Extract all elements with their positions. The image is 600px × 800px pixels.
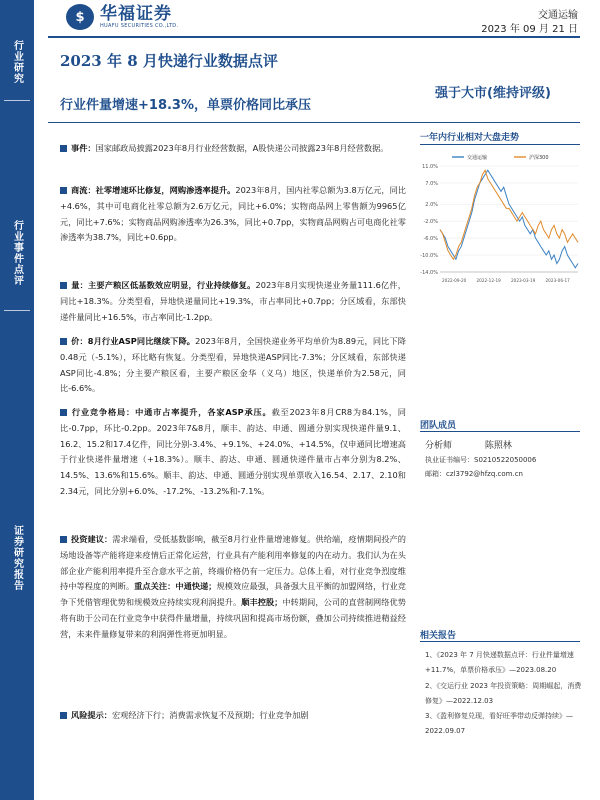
logo-mark-icon: $ xyxy=(66,4,94,30)
subtitle-rule xyxy=(48,122,580,123)
legend-label: 沪深300 xyxy=(529,155,549,161)
paragraph-label: 价：8月行业ASP同比继续下降。 xyxy=(71,336,196,346)
sidebar-label: 行业研究 xyxy=(11,40,23,84)
paragraph-text: 国家邮政局披露2023年8月行业经营数据，A股快递公司披露23年8月经营数据。 xyxy=(95,143,389,153)
analyst-license: 执业证书编号：S0210522050006 xyxy=(425,456,537,464)
chart-title: 一年内行业相对大盘走势 xyxy=(420,133,520,143)
logo-en: HUAFU SECURITIES CO.,LTD. xyxy=(100,22,179,29)
y-tick-label: 2.0% xyxy=(425,202,438,209)
analyst-row xyxy=(425,438,512,451)
paragraph-investment xyxy=(60,532,406,643)
paragraph-keyword: 重点关注：中通快递； xyxy=(134,581,217,592)
y-tick-label: 7.0% xyxy=(425,180,438,187)
bullet-icon xyxy=(60,712,67,719)
analyst-name: 陈照林 xyxy=(484,441,512,451)
paragraph-keyword: 顺丰控股； xyxy=(241,597,283,608)
paragraph-text: 2023年8月实现快递业务量111.6亿件，同比+18.3%。分类型看，异地快递量同比+19.3%，市占率同比+0.7pp；分区域看，东部快递件量同比+16.5%，市占率同比-1.2pp。 xyxy=(60,280,406,322)
paragraph-event xyxy=(60,141,406,157)
report-date: 2023 年 09 月 21 日 xyxy=(481,24,578,35)
chart-svg xyxy=(418,150,582,286)
header-rule xyxy=(48,36,580,38)
paragraph-label: 行业竞争格局：中通市占率提升，各家ASP承压。 xyxy=(71,407,272,417)
x-tick-label: 2023-03-19 xyxy=(511,278,536,283)
paragraph-competition xyxy=(60,405,406,500)
paragraph-label: 事件： xyxy=(71,143,96,153)
logo-cn: 华福证券 xyxy=(100,3,172,24)
paragraph-volume xyxy=(60,278,406,325)
sidebar-block-securities xyxy=(0,525,34,591)
y-tick-label: 11.0% xyxy=(422,164,438,170)
chart-title-rule xyxy=(420,144,580,145)
paragraph-text: 截至2023年8月CR8为84.1%，同比-0.7pp，环比-0.2pp。2023年7&8月，顺丰、韵达、申通、圆通分别实现快递件量9.1、16.2、15.2和17.4亿件，同比分别-3.4%、+9.1%、+24.0%、+14.5%，仅申通同比增速高于行业快递件量增速（+18.3%）。顺丰、韵达、申通、圆通快递件量市占率分别为8.2%、14.5%、13.6%和15.6%。顺丰、韵达、申通、圆通分别实现单票收入16.54、2.17、2.10和2.34元，同比分别+6.0%、-17.2%、-13.2%和-7.1%。 xyxy=(60,407,406,496)
sidebar-label: 行业事件点评 xyxy=(11,220,23,286)
related-item[interactable]: 3、《盈利修复兑现，看好旺季带动反弹持续》—2022.09.07 xyxy=(425,712,573,735)
team-heading-rule xyxy=(420,431,580,432)
bullet-icon xyxy=(60,145,67,152)
page-title: 2023 年 8 月快递行业数据点评 xyxy=(60,52,278,70)
relative-performance-chart xyxy=(418,150,582,286)
industry-label: 交通运输 xyxy=(538,10,578,21)
related-item[interactable]: 2、《交运行业 2023 年投资策略：周期崛起，消费修复》—2022.12.03 xyxy=(425,682,582,705)
paragraph-risk xyxy=(60,708,406,724)
paragraph-label: 投资建议： xyxy=(71,534,113,544)
sidebar-divider xyxy=(4,310,30,311)
paragraph-commerce xyxy=(60,183,406,246)
series-line-transport xyxy=(440,170,578,268)
left-sidebar xyxy=(0,0,34,800)
rating-label: 强于大市(维持评级) xyxy=(435,86,551,101)
paragraph-text: 需求端看，受低基数影响，截至8月行业件量增速修复。供给端，疫情期间投产的场地设备等产能将迎来疫情后正常化运营，行业具有产能利用率修复的内在动力。我们认为在头部企业产能利用率提升至合意水平之前，终端价格仍有一定压力。总体上看，对行业竞争烈度维持中等程度的判断。 xyxy=(60,534,406,592)
x-tick-label: 2022-12-19 xyxy=(476,278,501,283)
company-logo xyxy=(66,4,178,30)
paragraph-text: 2023年8月，全国快递业务平均单价为8.89元，同比下降0.48元（-5.1%），环比略有恢复。分类型看，异地快递ASP同比-7.3%；分区域看，东部快递ASP同比-4.8%；分主要产粮区看，主要产粮区金华（义乌）地区，快递单价为2.58元，同比-6.6%。 xyxy=(60,336,406,394)
paragraph-label: 商流：社零增速环比修复，网购渗透率提升。 xyxy=(71,185,236,195)
analyst-role: 分析师 xyxy=(425,441,453,451)
sidebar-block-event xyxy=(0,220,34,286)
sidebar-label: 证券研究报告 xyxy=(11,525,23,591)
paragraph-text: 规模效应最强，具备强大且平衡的加盟网络，行业竞争下凭借管理优势和规模效应持续实现利润提升。 xyxy=(60,581,406,608)
paragraph-label: 量：主要产粮区低基数效应明显，行业持续修复。 xyxy=(71,280,256,290)
sidebar-block-research xyxy=(0,40,34,84)
y-tick-label: -6.0% xyxy=(423,236,438,243)
subtitle: 行业件量增速+18.3%，单票价格同比承压 xyxy=(60,98,311,113)
paragraph-text: 2023年8月，国内社零总额为3.8万亿元，同比+4.6%，其中可电商化社零总额为2.6万亿元，同比+6.0%；实物商品网上零售额为9965亿元，同比+7.6%；实物商品网购渗透率为26.3%，同比+0.7pp，实物商品网购占可电商化社零渗透率为38.7%，同比+0.6pp。 xyxy=(60,185,406,243)
legend-label: 交通运输 xyxy=(467,155,488,161)
paragraph-price xyxy=(60,334,406,397)
paragraph-label: 风险提示： xyxy=(71,710,112,720)
x-tick-label: 2023-06-17 xyxy=(545,278,570,283)
bullet-icon xyxy=(60,536,67,543)
bullet-icon xyxy=(60,282,67,289)
bullet-icon xyxy=(60,187,67,194)
related-heading: 相关报告 xyxy=(420,631,457,641)
paragraph-text: 中转期间，公司的直营制网络优势将有助于公司在行业竞争中获得件量增量，持续巩固和提高市场份额，叠加公司持续推进精益经营，未来件量修复带来的利润弹性将更加明显。 xyxy=(60,597,406,639)
analyst-email[interactable]: 邮箱：czl3792@hfzq.com.cn xyxy=(425,470,523,478)
y-tick-label: -10.0% xyxy=(420,253,438,260)
related-heading-rule xyxy=(420,641,580,642)
bullet-icon xyxy=(60,409,67,416)
x-tick-label: 2022-09-20 xyxy=(442,278,467,283)
sidebar-divider xyxy=(4,100,30,101)
bullet-icon xyxy=(60,338,67,345)
team-heading: 团队成员 xyxy=(420,421,457,431)
related-item[interactable]: 1、《2023 年 7 月快递数据点评：行业件量增速+11.7%，单票价格承压》—2023.08.20 xyxy=(425,651,574,674)
y-tick-label: -2.0% xyxy=(423,219,438,226)
y-tick-label: -14.0% xyxy=(420,270,438,276)
series-line-csi300 xyxy=(440,170,578,259)
paragraph-text: 宏观经济下行；消费需求恢复不及预期；行业竞争加剧 xyxy=(111,710,309,720)
